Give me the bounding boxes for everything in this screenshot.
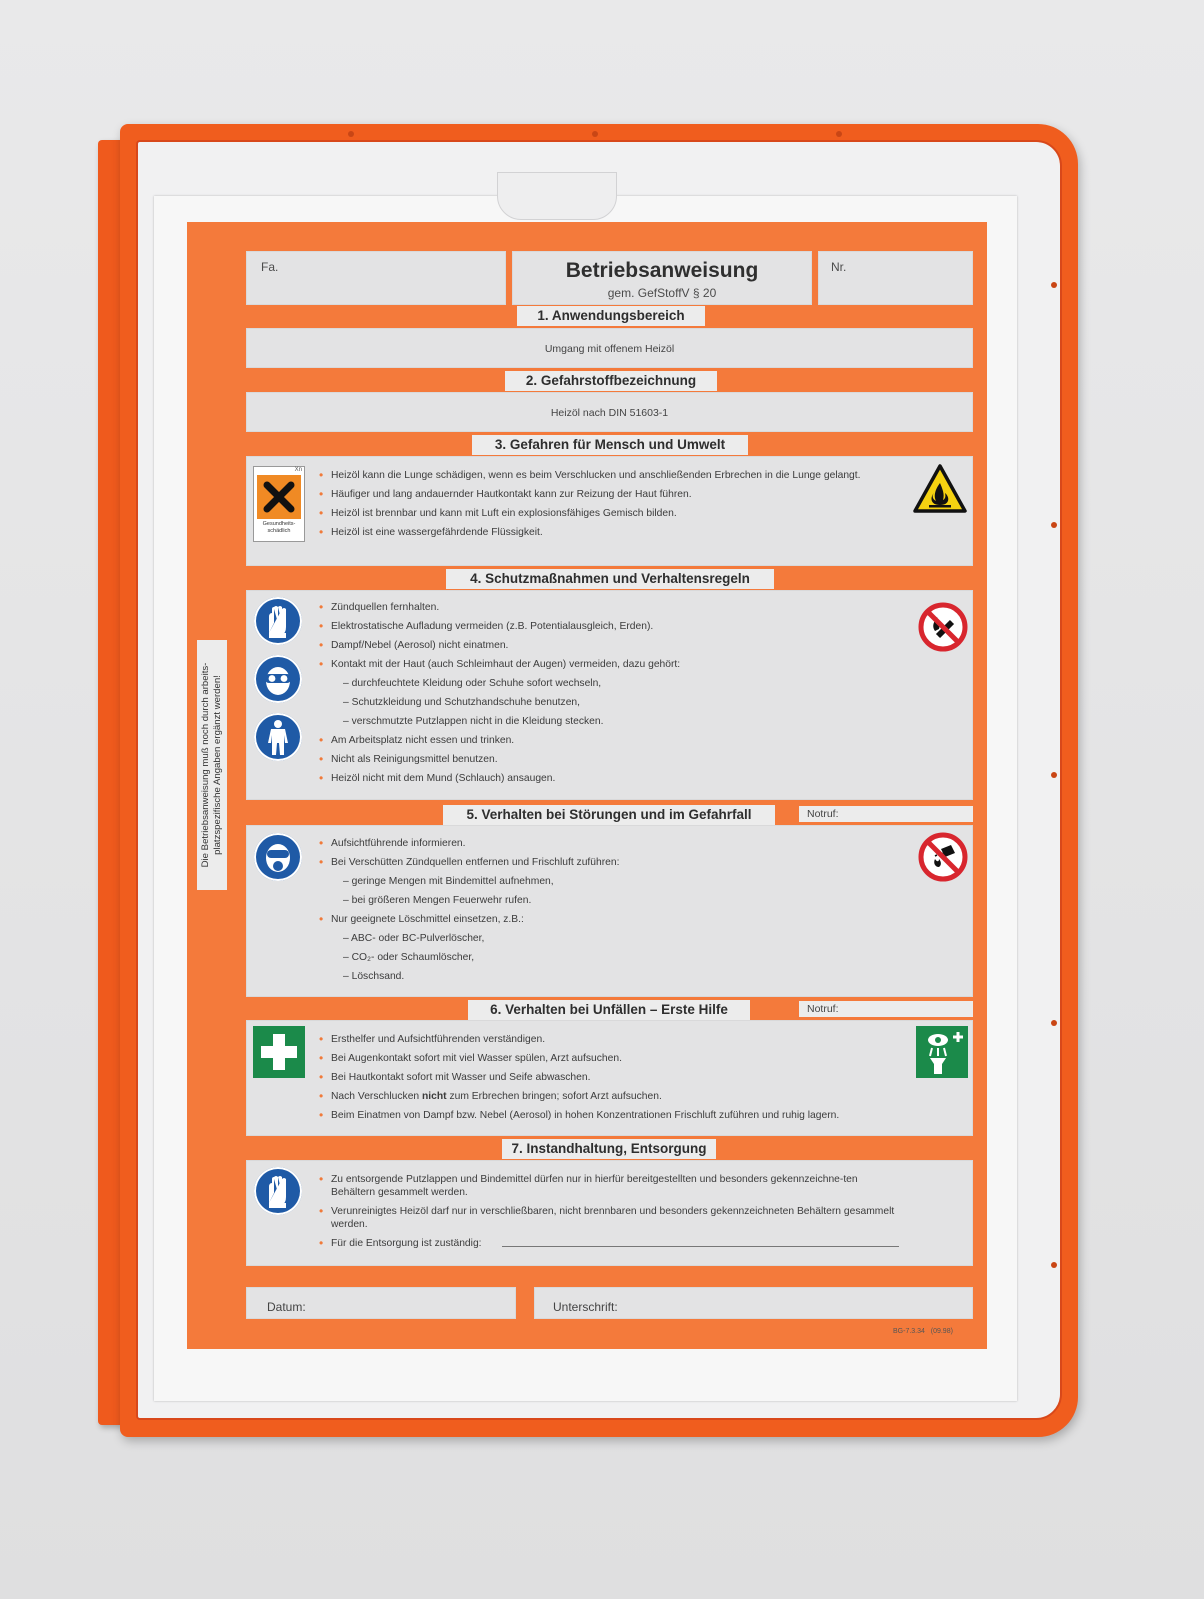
signature-label: Unterschrift: (553, 1300, 618, 1314)
list-item: • Elektrostatische Aufladung vermeiden (z.B. Potentialausgleich, Erden). (331, 620, 891, 633)
list-item: • Bei Augenkontakt sofort mit viel Wasser spülen, Arzt aufsuchen. (331, 1052, 911, 1065)
list-item-emphasis: nicht (422, 1091, 447, 1102)
list-item: • Heizöl kann die Lunge schädigen, wenn es beim Verschlucken und anschließenden Erbrechen in die Lunge gelangt. (331, 469, 899, 482)
section-1-box (246, 328, 973, 368)
date-field (246, 1287, 516, 1319)
list-item: • Heizöl ist brennbar und kann mit Luft ein explosionsfähiges Gemisch bilden. (331, 507, 899, 520)
flammable-warning-icon (912, 463, 968, 515)
section-5-title: 5. Verhalten bei Störungen und im Gefahrfall (443, 805, 775, 825)
disposal-responsible-line (502, 1246, 899, 1247)
frame-notch (1051, 1262, 1057, 1268)
xn-caption: Gesundheits-schädlich (262, 521, 296, 534)
frame-notch (1051, 522, 1057, 528)
list-item: • Häufiger und lang andauernder Hautkontakt kann zur Reizung der Haut führen. (331, 488, 899, 501)
goggles-mandatory-icon (254, 655, 302, 703)
sub-list-item: – Schutzkleidung und Schutzhandschuhe benutzen, (343, 696, 891, 709)
list-item-text: Nach Verschlucken (331, 1091, 423, 1102)
list-item: • Heizöl nicht mit dem Mund (Schlauch) ansaugen. (331, 772, 891, 785)
signature-field (534, 1287, 973, 1319)
first-aid-cross-icon (253, 1026, 305, 1078)
document-title: Betriebsanweisung (565, 259, 759, 282)
sub-list-item: – durchfeuchtete Kleidung oder Schuhe sofort wechseln, (343, 677, 891, 690)
list-item: • Ersthelfer und Aufsichtführenden verständigen. (331, 1033, 911, 1046)
section-6-list (331, 1033, 911, 1122)
respirator-mandatory-icon (254, 833, 302, 881)
list-item-text: zum Erbrechen bringen; sofort Arzt aufsuchen. (446, 1091, 662, 1102)
section-3-list (331, 469, 899, 539)
section-5-list (331, 837, 891, 983)
list-item: • Zu entsorgende Putzlappen und Bindemittel dürfen nur in hierfür bereitgestellten und besonders gekennzeichne-ten Behältern gesammelt werden. (331, 1173, 899, 1199)
section-5-emergency-label: Notruf: (799, 806, 973, 822)
list-item: • Heizöl ist eine wassergefährdende Flüssigkeit. (331, 526, 899, 539)
company-field (246, 251, 506, 305)
sub-list-item: – geringe Mengen mit Bindemittel aufnehmen, (343, 875, 891, 888)
document-code: BG-7.3.34 (09.98) (893, 1328, 953, 1335)
list-item: • Aufsichtführende informieren. (331, 837, 891, 850)
list-item (331, 1090, 911, 1103)
sub-list-item: – bei größeren Mengen Feuerwehr rufen. (343, 894, 891, 907)
company-label: Fa. (261, 260, 279, 274)
gloves-mandatory-icon (254, 1167, 302, 1215)
list-item: • Beim Einatmen von Dampf bzw. Nebel (Aerosol) in hohen Konzentrationen Frischluft zuführen und ruhig lagern. (331, 1109, 911, 1122)
section-4-title: 4. Schutzmaßnahmen und Verhaltensregeln (446, 569, 774, 589)
section-7-list (331, 1173, 899, 1250)
list-item-text: Für die Entsorgung ist zuständig: (331, 1238, 482, 1249)
frame-notch (592, 131, 598, 137)
xn-code: Xn (294, 467, 302, 473)
sub-list-item: – verschmutzte Putzlappen nicht in die Kleidung stecken. (343, 715, 891, 728)
side-note-text: Die Betriebsanweisung muß noch durch arbeits-platzspezifische Angaben ergänzt werden! (200, 662, 223, 868)
list-item: • Zündquellen fernhalten. (331, 601, 891, 614)
sub-list-item: – Löschsand. (343, 970, 891, 983)
section-6-title: 6. Verhalten bei Unfällen – Erste Hilfe (468, 1000, 750, 1020)
section-2-title: 2. Gefahrstoffbezeichnung (505, 371, 717, 391)
number-field (818, 251, 973, 305)
list-item: • Nicht als Reinigungsmittel benutzen. (331, 753, 891, 766)
list-item: • Dampf/Nebel (Aerosol) nicht einatmen. (331, 639, 891, 652)
section-3-title: 3. Gefahren für Mensch und Umwelt (472, 435, 748, 455)
section-6-emergency-label: Notruf: (799, 1001, 973, 1017)
frame-notch (1051, 282, 1057, 288)
sub-list-item: – ABC- oder BC-Pulverlöscher, (343, 932, 891, 945)
list-item: • Bei Hautkontakt sofort mit Wasser und Seife abwaschen. (331, 1071, 911, 1084)
side-note-box (197, 640, 227, 890)
date-label: Datum: (267, 1300, 306, 1314)
no-water-extinguishing-icon (917, 831, 969, 883)
frame-notch (348, 131, 354, 137)
list-item (331, 1237, 899, 1250)
protective-suit-icon (254, 713, 302, 761)
gloves-mandatory-icon (254, 597, 302, 645)
number-label: Nr. (831, 260, 847, 274)
section-4-list (331, 601, 891, 785)
pocket-tab (497, 172, 617, 220)
section-2-box (246, 392, 973, 432)
no-fire-smoking-icon (917, 601, 969, 653)
list-item: • Am Arbeitsplatz nicht essen und trinken. (331, 734, 891, 747)
list-item: • Kontakt mit der Haut (auch Schleimhaut der Augen) vermeiden, dazu gehört: (331, 658, 891, 671)
list-item: • Verunreinigtes Heizöl darf nur in verschließbaren, nicht brennbaren und besonders gekennzeichneten Behältern gesammelt werden. (331, 1205, 899, 1231)
eye-shower-icon (916, 1026, 968, 1078)
document-subtitle: gem. GefStoffV § 20 (607, 286, 717, 300)
section-1-title: 1. Anwendungsbereich (517, 306, 705, 326)
frame-notch (1051, 772, 1057, 778)
list-item: • Nur geeignete Löschmittel einsetzen, z.B.: (331, 913, 891, 926)
frame-notch (1051, 1020, 1057, 1026)
harmful-xn-icon (253, 466, 305, 542)
list-item: • Bei Verschütten Zündquellen entfernen und Frischluft zuführen: (331, 856, 891, 869)
section-1-text: Umgang mit offenem Heizöl (544, 343, 675, 355)
section-2-text: Heizöl nach DIN 51603-1 (550, 407, 669, 419)
title-block (512, 251, 812, 305)
frame-notch (836, 131, 842, 137)
sub-list-item: – CO₂- oder Schaumlöscher, (343, 951, 891, 964)
section-7-title: 7. Instandhaltung, Entsorgung (502, 1139, 716, 1159)
